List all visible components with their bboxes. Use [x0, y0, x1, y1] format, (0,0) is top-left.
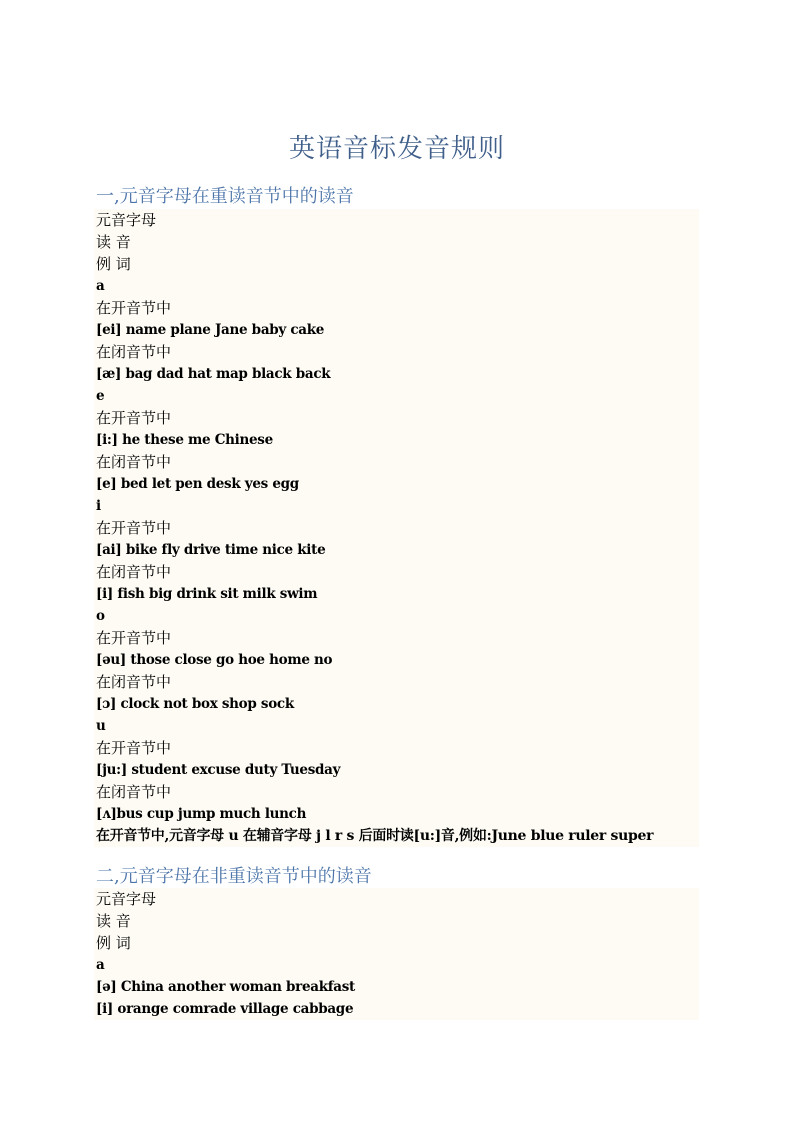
table-row: 在闭音节中 — [96, 673, 172, 691]
table-row: [i:] he these me Chinese — [96, 432, 273, 448]
table-row: [ɔ] clock not box shop sock — [96, 696, 294, 712]
table-row: u — [96, 718, 106, 734]
table-row: [i] orange comrade village cabbage — [96, 1001, 354, 1017]
table-row: [ə] China another woman breakfast — [96, 979, 355, 995]
table-row: i — [96, 498, 101, 514]
table-row: 元音字母 — [96, 890, 157, 908]
table-row: 在闭音节中 — [96, 453, 172, 471]
table-row: a — [96, 278, 105, 294]
table-row: 在开音节中 — [96, 299, 172, 317]
table-row: 在开音节中 — [96, 629, 172, 647]
table-row: 例 词 — [96, 255, 131, 273]
table-row: [əu] those close go hoe home no — [96, 652, 333, 668]
table-row: e — [96, 388, 105, 404]
table-row: 在闭音节中 — [96, 563, 172, 581]
table-row: 在闭音节中 — [96, 343, 172, 361]
section-2-table — [94, 888, 699, 1020]
section-1-heading: 一,元音字母在重读音节中的读音 — [96, 186, 354, 207]
table-row: [e] bed let pen desk yes egg — [96, 476, 299, 492]
table-row: 在开音节中,元音字母 u 在辅音字母 j l r s 后面时读[u:]音,例如:June blue ruler super — [96, 828, 654, 844]
table-row: o — [96, 608, 105, 624]
table-row: 在开音节中 — [96, 739, 172, 757]
table-row: [ju:] student excuse duty Tuesday — [96, 762, 341, 778]
table-row: a — [96, 957, 105, 973]
table-row: [i] fish big drink sit milk swim — [96, 586, 318, 602]
section-1-table — [94, 209, 699, 847]
table-row: [ai] bike fly drive time nice kite — [96, 542, 326, 558]
table-row: 读 音 — [96, 233, 131, 251]
table-row: [ei] name plane Jane baby cake — [96, 322, 325, 338]
table-row: [æ] bag dad hat map black back — [96, 366, 331, 382]
document-title: 英语音标发音规则 — [288, 134, 505, 164]
table-row: 在开音节中 — [96, 519, 172, 537]
table-row: 读 音 — [96, 912, 131, 930]
table-row: 元音字母 — [96, 211, 157, 229]
table-row: 在闭音节中 — [96, 783, 172, 801]
table-row: [ʌ]bus cup jump much lunch — [96, 806, 307, 822]
table-row: 例 词 — [96, 934, 131, 952]
table-row: 在开音节中 — [96, 409, 172, 427]
section-2-heading: 二,元音字母在非重读音节中的读音 — [96, 866, 372, 887]
